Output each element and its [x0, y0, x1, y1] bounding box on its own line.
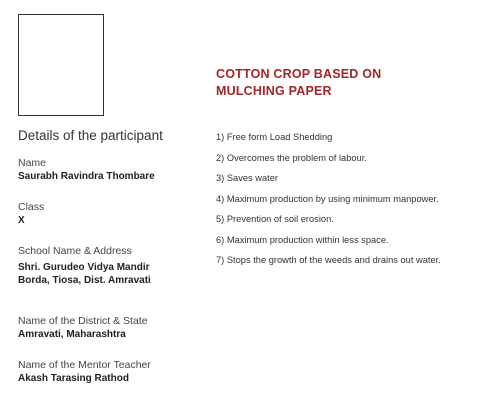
list-item: 6) Maximum production within less space.	[216, 234, 389, 245]
list-item: 3) Saves water	[216, 173, 279, 183]
list-item: 4) Maximum production by using minimum manpower.	[216, 193, 439, 204]
district-value: Amravati, Maharashtra	[18, 329, 126, 340]
list-item: 1) Free form Load Shedding	[216, 132, 333, 142]
name-field	[18, 156, 155, 183]
title-line-2: MULCHING PAPER	[216, 84, 332, 98]
mentor-field	[18, 358, 151, 385]
class-value: X	[18, 215, 25, 226]
school-label: School Name & Address	[18, 245, 132, 257]
list-item: 7) Stops the growth of the weeds and drains out water.	[216, 255, 441, 265]
benefits-list	[216, 131, 484, 275]
project-title	[216, 66, 476, 100]
list-item: 2) Overcomes the problem of labour.	[216, 152, 367, 163]
mentor-value: Akash Tarasing Rathod	[18, 373, 129, 384]
photo-placeholder	[18, 14, 104, 116]
class-field	[18, 200, 44, 227]
district-label: Name of the District & State	[18, 315, 148, 327]
class-label: Class	[18, 201, 45, 213]
mentor-label: Name of the Mentor Teacher	[18, 359, 151, 371]
school-value-line-1: Shri. Gurudeo Vidya Mandir	[18, 262, 150, 273]
district-field	[18, 314, 148, 341]
details-heading: Details of the participant	[18, 128, 163, 143]
title-line-1: COTTON CROP BASED ON	[216, 67, 382, 81]
name-value: Saurabh Ravindra Thombare	[18, 171, 155, 182]
list-item: 5) Prevention of soil erosion.	[216, 214, 334, 224]
school-field	[18, 244, 151, 287]
school-value-line-2: Borda, Tiosa, Dist. Amravati	[18, 275, 151, 286]
name-label: Name	[18, 157, 47, 169]
